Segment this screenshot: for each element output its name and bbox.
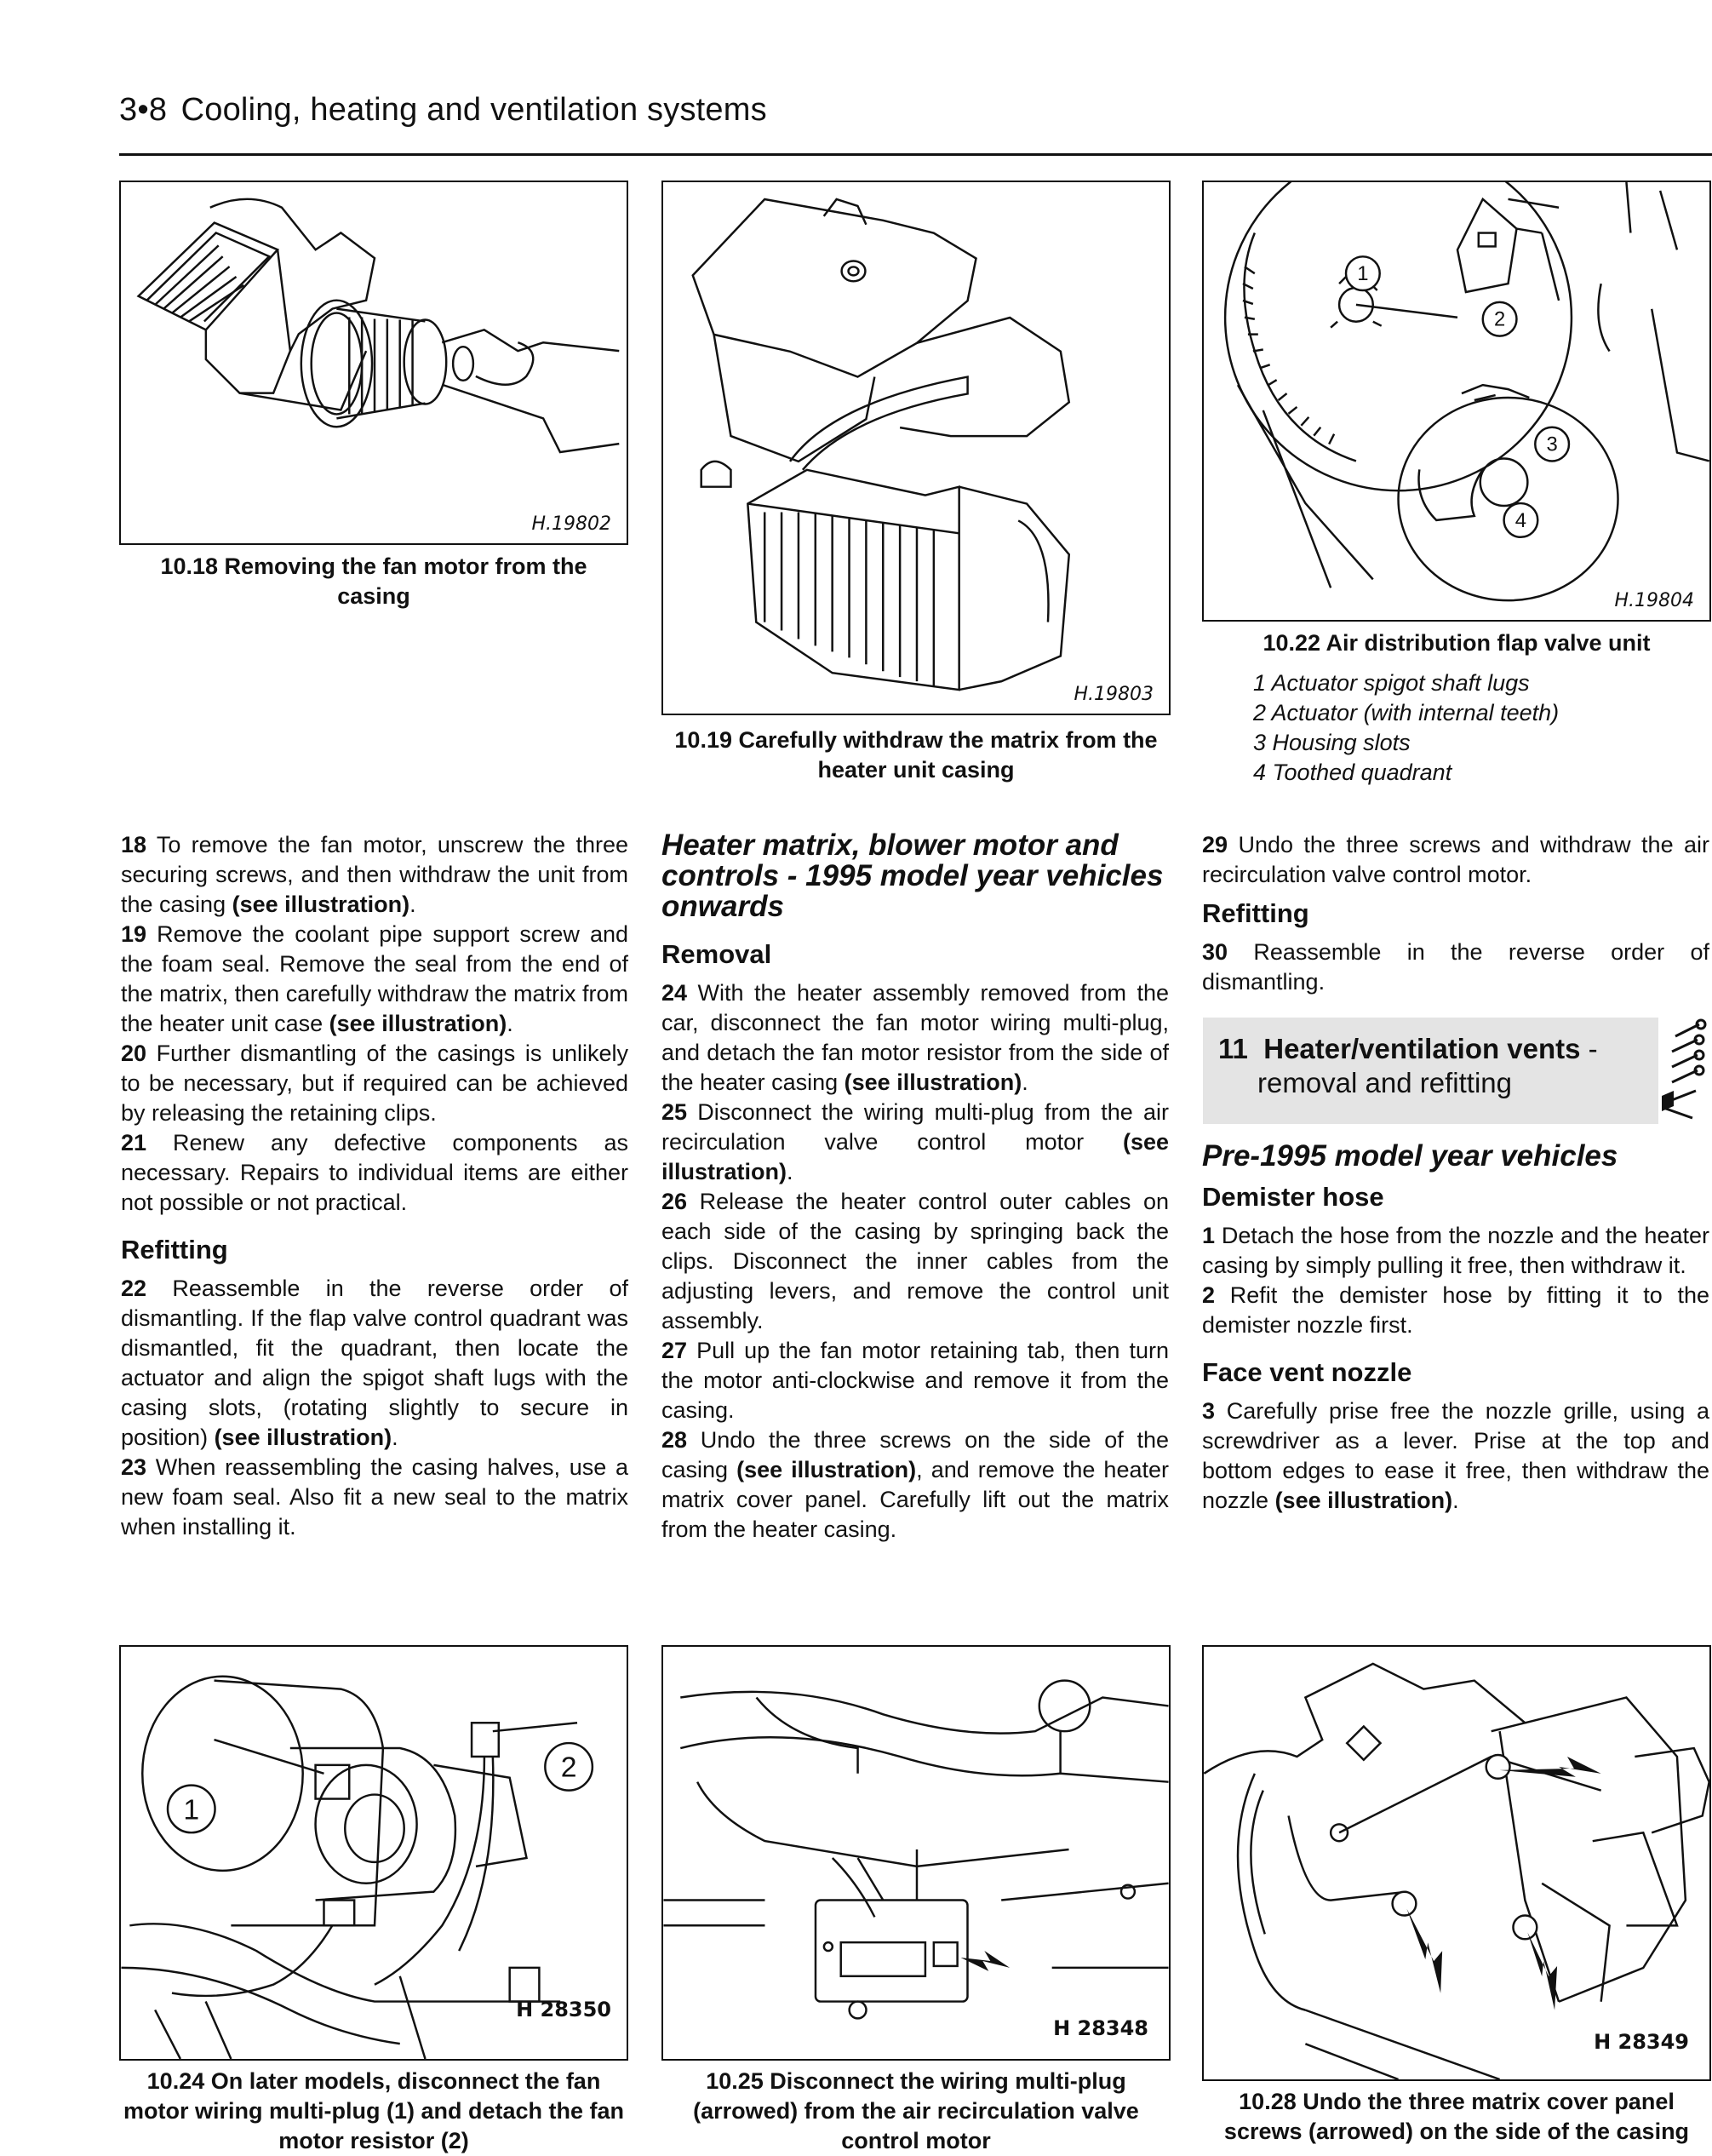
figure-code: H 28348 bbox=[1053, 2016, 1148, 2040]
caption-10-19: 10.19 Carefully withdraw the matrix from the heater unit casing bbox=[674, 727, 1158, 783]
fan-motor-illustration bbox=[121, 182, 627, 543]
figure-10-18 bbox=[119, 181, 628, 545]
caption-10-24: 10.24 On later models, disconnect the fan motor wiring multi-plug (1) and detach the fan motor resistor (2) bbox=[123, 2068, 624, 2153]
flap-valve-illustration bbox=[1204, 182, 1709, 620]
callout-2: 2 bbox=[560, 1751, 577, 1784]
recirculation-motor-illustration bbox=[663, 1647, 1169, 2059]
key-item: 4 Toothed quadrant bbox=[1253, 760, 1452, 785]
subheading-removal: Removal bbox=[661, 939, 772, 969]
subheading-refitting: Refitting bbox=[121, 1235, 228, 1264]
paragraph-3: 3 Carefully prise free the nozzle grille, using a screwdriver as a lever. Prise at the top and bottom edges to ease it free, then withdraw the nozzle (see illustration). bbox=[1202, 1398, 1709, 1513]
caption-10-28: 10.28 Undo the three matrix cover panel screws (arrowed) on the side of the casing bbox=[1223, 2089, 1690, 2144]
spanner-rating-icon bbox=[1658, 1018, 1711, 1124]
callout-4: 4 bbox=[1514, 508, 1527, 532]
paragraph-2: 2 Refit the demister hose by fitting it to the demister nozzle first. bbox=[1202, 1282, 1709, 1338]
paragraph-21: 21 Renew any defective components as necessary. Repairs to individual items are either not possible or not practical. bbox=[121, 1130, 628, 1215]
paragraph-19: 19 Remove the coolant pipe support screw and the foam seal. Remove the seal from the end of the matrix, then carefully withdraw the matrix from the heater unit case (see illustration). bbox=[121, 921, 628, 1036]
page-title: Cooling, heating and ventilation systems bbox=[180, 92, 767, 128]
key-item: 3 Housing slots bbox=[1253, 730, 1411, 755]
figure-code: H 28349 bbox=[1594, 2030, 1689, 2054]
paragraph-24: 24 With the heater assembly removed from the car, disconnect the fan motor wiring multi-plug, and detach the fan motor resistor from the side of the heater casing (see illustration). bbox=[661, 980, 1169, 1095]
column-3-upper bbox=[1202, 830, 1709, 997]
figure-code: H.19804 bbox=[1614, 590, 1694, 611]
section-11-banner bbox=[1203, 1018, 1658, 1124]
callout-1: 1 bbox=[183, 1793, 200, 1826]
section-heading: Heater matrix, blower motor and controls - 1995 model year vehicles onwards bbox=[661, 829, 1164, 923]
paragraph-30: 30 Reassemble in the reverse order of dismantling. bbox=[1202, 939, 1709, 995]
paragraph-26: 26 Release the heater control outer cables on each side of the casing by springing back the clips. Disconnect the inner cables from the adjusting levers, and remove the control unit assembly. bbox=[661, 1189, 1169, 1333]
callout-3: 3 bbox=[1546, 433, 1558, 456]
column-2 bbox=[661, 830, 1169, 1545]
key-item: 1 Actuator spigot shaft lugs bbox=[1253, 670, 1530, 696]
section-heading: Pre-1995 model year vehicles bbox=[1202, 1139, 1618, 1173]
section-subtitle: removal and refitting bbox=[1257, 1067, 1512, 1098]
figure-key bbox=[1253, 668, 1704, 788]
subheading-face-vent: Face vent nozzle bbox=[1202, 1357, 1412, 1387]
figure-code: H.19802 bbox=[531, 513, 611, 535]
figure-10-25 bbox=[661, 1645, 1171, 2061]
paragraph-27: 27 Pull up the fan motor retaining tab, then turn the motor anti-clockwise and remove it from the casing. bbox=[661, 1338, 1169, 1423]
column-3-lower bbox=[1202, 1141, 1709, 1516]
callout-2: 2 bbox=[1493, 307, 1506, 331]
figure-10-22 bbox=[1202, 181, 1711, 622]
figure-code: H 28350 bbox=[516, 1998, 611, 2021]
page-ref: 3•8 bbox=[119, 92, 168, 128]
caption-10-22: 10.22 Air distribution flap valve unit bbox=[1263, 630, 1651, 656]
header-rule bbox=[119, 153, 1712, 156]
subheading-refitting: Refitting bbox=[1202, 898, 1309, 928]
heater-matrix-illustration bbox=[663, 182, 1169, 714]
caption-10-18: 10.18 Removing the fan motor from the casing bbox=[160, 553, 587, 609]
key-item: 2 Actuator (with internal teeth) bbox=[1253, 700, 1560, 725]
paragraph-20: 20 Further dismantling of the casings is unlikely to be necessary, but if required can be achieved by releasing the retaining clips. bbox=[121, 1041, 628, 1126]
paragraph-29: 29 Undo the three screws and withdraw the air recirculation valve control motor. bbox=[1202, 832, 1709, 887]
paragraph-23: 23 When reassembling the casing halves, use a new foam seal. Also fit a new seal to the matrix when installing it. bbox=[121, 1454, 628, 1540]
caption-10-25: 10.25 Disconnect the wiring multi-plug (arrowed) from the air recirculation valve control motor bbox=[693, 2068, 1139, 2153]
figure-10-19 bbox=[661, 181, 1171, 715]
paragraph-18: 18 To remove the fan motor, unscrew the three securing screws, and then withdraw the unit from the casing (see illustration). bbox=[121, 832, 629, 917]
paragraph-22: 22 Reassemble in the reverse order of dismantling. If the flap valve control quadrant was dismantled, fit the quadrant, then locate the actuator and align the spigot shaft lugs with the casing slots, (rotating slightly to secure in position) (see illustration). bbox=[121, 1276, 628, 1450]
column-1 bbox=[121, 830, 628, 1542]
subheading-demister: Demister hose bbox=[1202, 1182, 1384, 1212]
paragraph-1: 1 Detach the hose from the nozzle and the heater casing by simply pulling it free, then withdraw it. bbox=[1202, 1223, 1709, 1278]
paragraph-25: 25 Disconnect the wiring multi-plug from the air recirculation valve control motor (see illustration). bbox=[661, 1099, 1169, 1184]
page-header bbox=[119, 92, 1711, 143]
matrix-cover-screws-illustration bbox=[1204, 1647, 1709, 2079]
figure-10-28 bbox=[1202, 1645, 1711, 2081]
callout-1: 1 bbox=[1357, 262, 1369, 286]
figure-10-24 bbox=[119, 1645, 628, 2061]
section-title: 11 Heater/ventilation vents - bbox=[1218, 1033, 1598, 1064]
paragraph-28: 28 Undo the three screws on the side of the casing (see illustration), and remove the heater matrix cover panel. Carefully lift out the matrix from the heater casing. bbox=[661, 1427, 1169, 1542]
figure-code: H.19803 bbox=[1074, 684, 1154, 705]
